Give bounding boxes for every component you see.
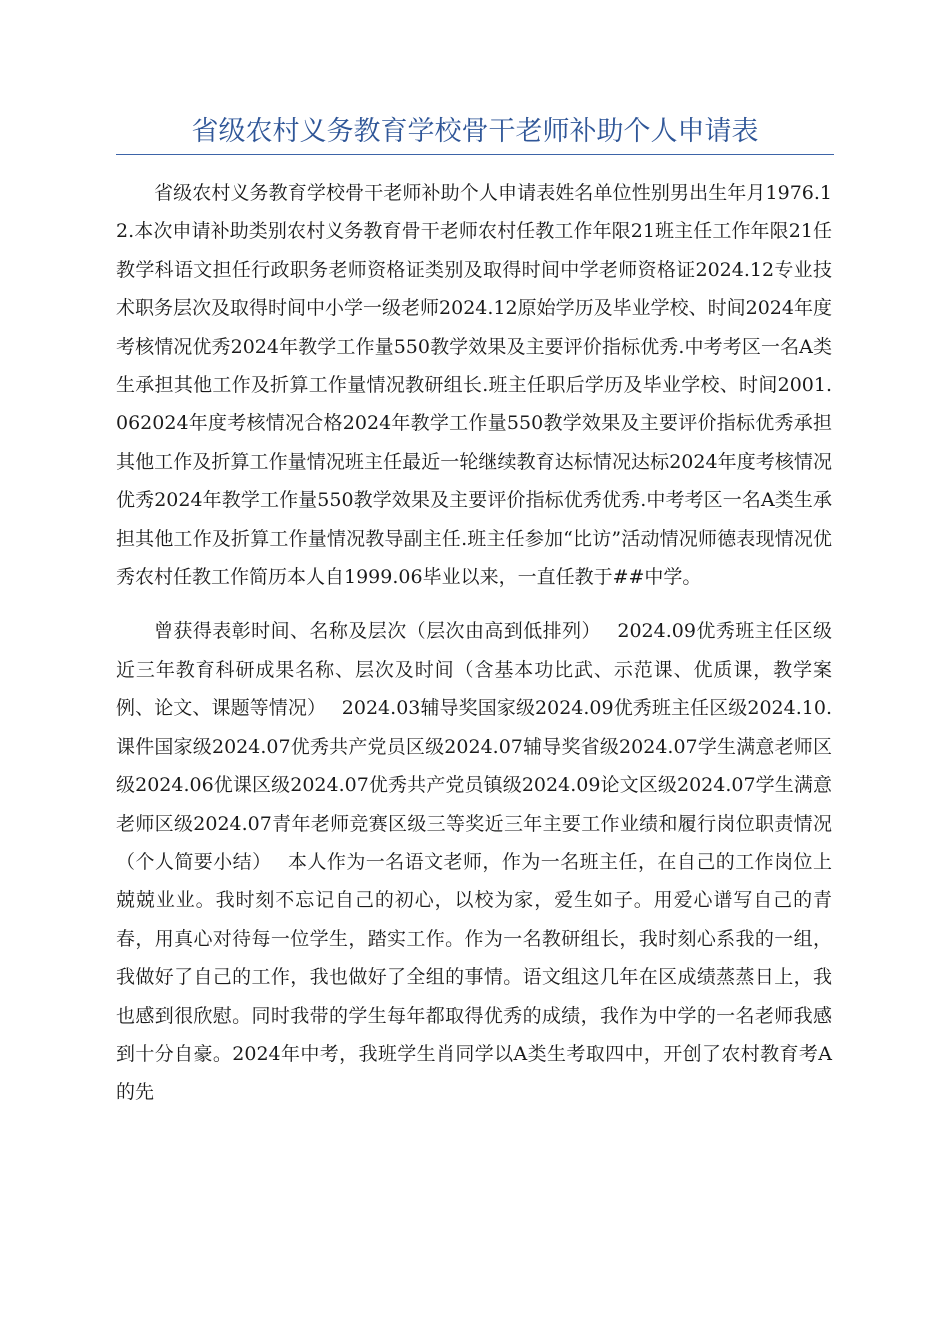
title-underline — [116, 154, 834, 155]
body-paragraph-2: 曾获得表彰时间、名称及层次（层次由高到低排列） 2024.09优秀班主任区级近三年教育科研成果名称、层次及时间（含基本功比武、示范课、优质课，教学案例、论文、课题等情况） 2024.03辅导奖国家级2024.09优秀班主任区级2024.10.课件国家级2024.07优秀共产党员区级2024.07辅导奖省级2024.07学生满意老师区级2024.06优课区级2024.07优秀共产党员镇级2024.09论文区级2024.07学生满意老师区级2024.07青年老师竞赛区级三等奖近三年主要工作业绩和履行岗位职责情况（个人简要小结） 本人作为一名语文老师，作为一名班主任，在自己的工作岗位上兢兢业业。我时刻不忘记自己的初心，以校为家，爱生如子。用爱心谱写自己的青春，用真心对待每一位学生，踏实工作。作为一名教研组长，我时刻心系我的一组，我做好了自己的工作，我也做好了全组的事情。语文组这几年在区成绩蒸蒸日上，我也感到很欣慰。同时我带的学生每年都取得优秀的成绩，我作为中学的一名老师我感到十分自豪。2024年中考，我班学生肖同学以A类生考取四中，开创了农村教育考A的先 — [116, 620, 832, 1104]
document-title: 省级农村义务教育学校骨干老师补助个人申请表 — [191, 116, 759, 147]
document-body — [116, 174, 832, 1112]
body-paragraph-1: 省级农村义务教育学校骨干老师补助个人申请表姓名单位性别男出生年月1976.12.本次申请补助类别农村义务教育骨干老师农村任教工作年限21班主任工作年限21任教学科语文担任行政职务老师资格证类别及取得时间中学老师资格证2024.12专业技术职务层次及取得时间中小学一级老师2024.12原始学历及毕业学校、时间2024年度考核情况优秀2024年教学工作量550教学效果及主要评价指标优秀.中考考区一名A类生承担其他工作及折算工作量情况教研组长.班主任职后学历及毕业学校、时间2001.062024年度考核情况合格2024年教学工作量550教学效果及主要评价指标优秀承担其他工作及折算工作量情况班主任最近一轮继续教育达标情况达标2024年度考核情况优秀2024年教学工作量550教学效果及主要评价指标优秀优秀.中考考区一名A类生承担其他工作及折算工作量情况教导副主任.班主任参加“比访”活动情况师德表现情况优秀农村任教工作简历本人自1999.06毕业以来，一直任教于##中学。 — [116, 182, 832, 589]
